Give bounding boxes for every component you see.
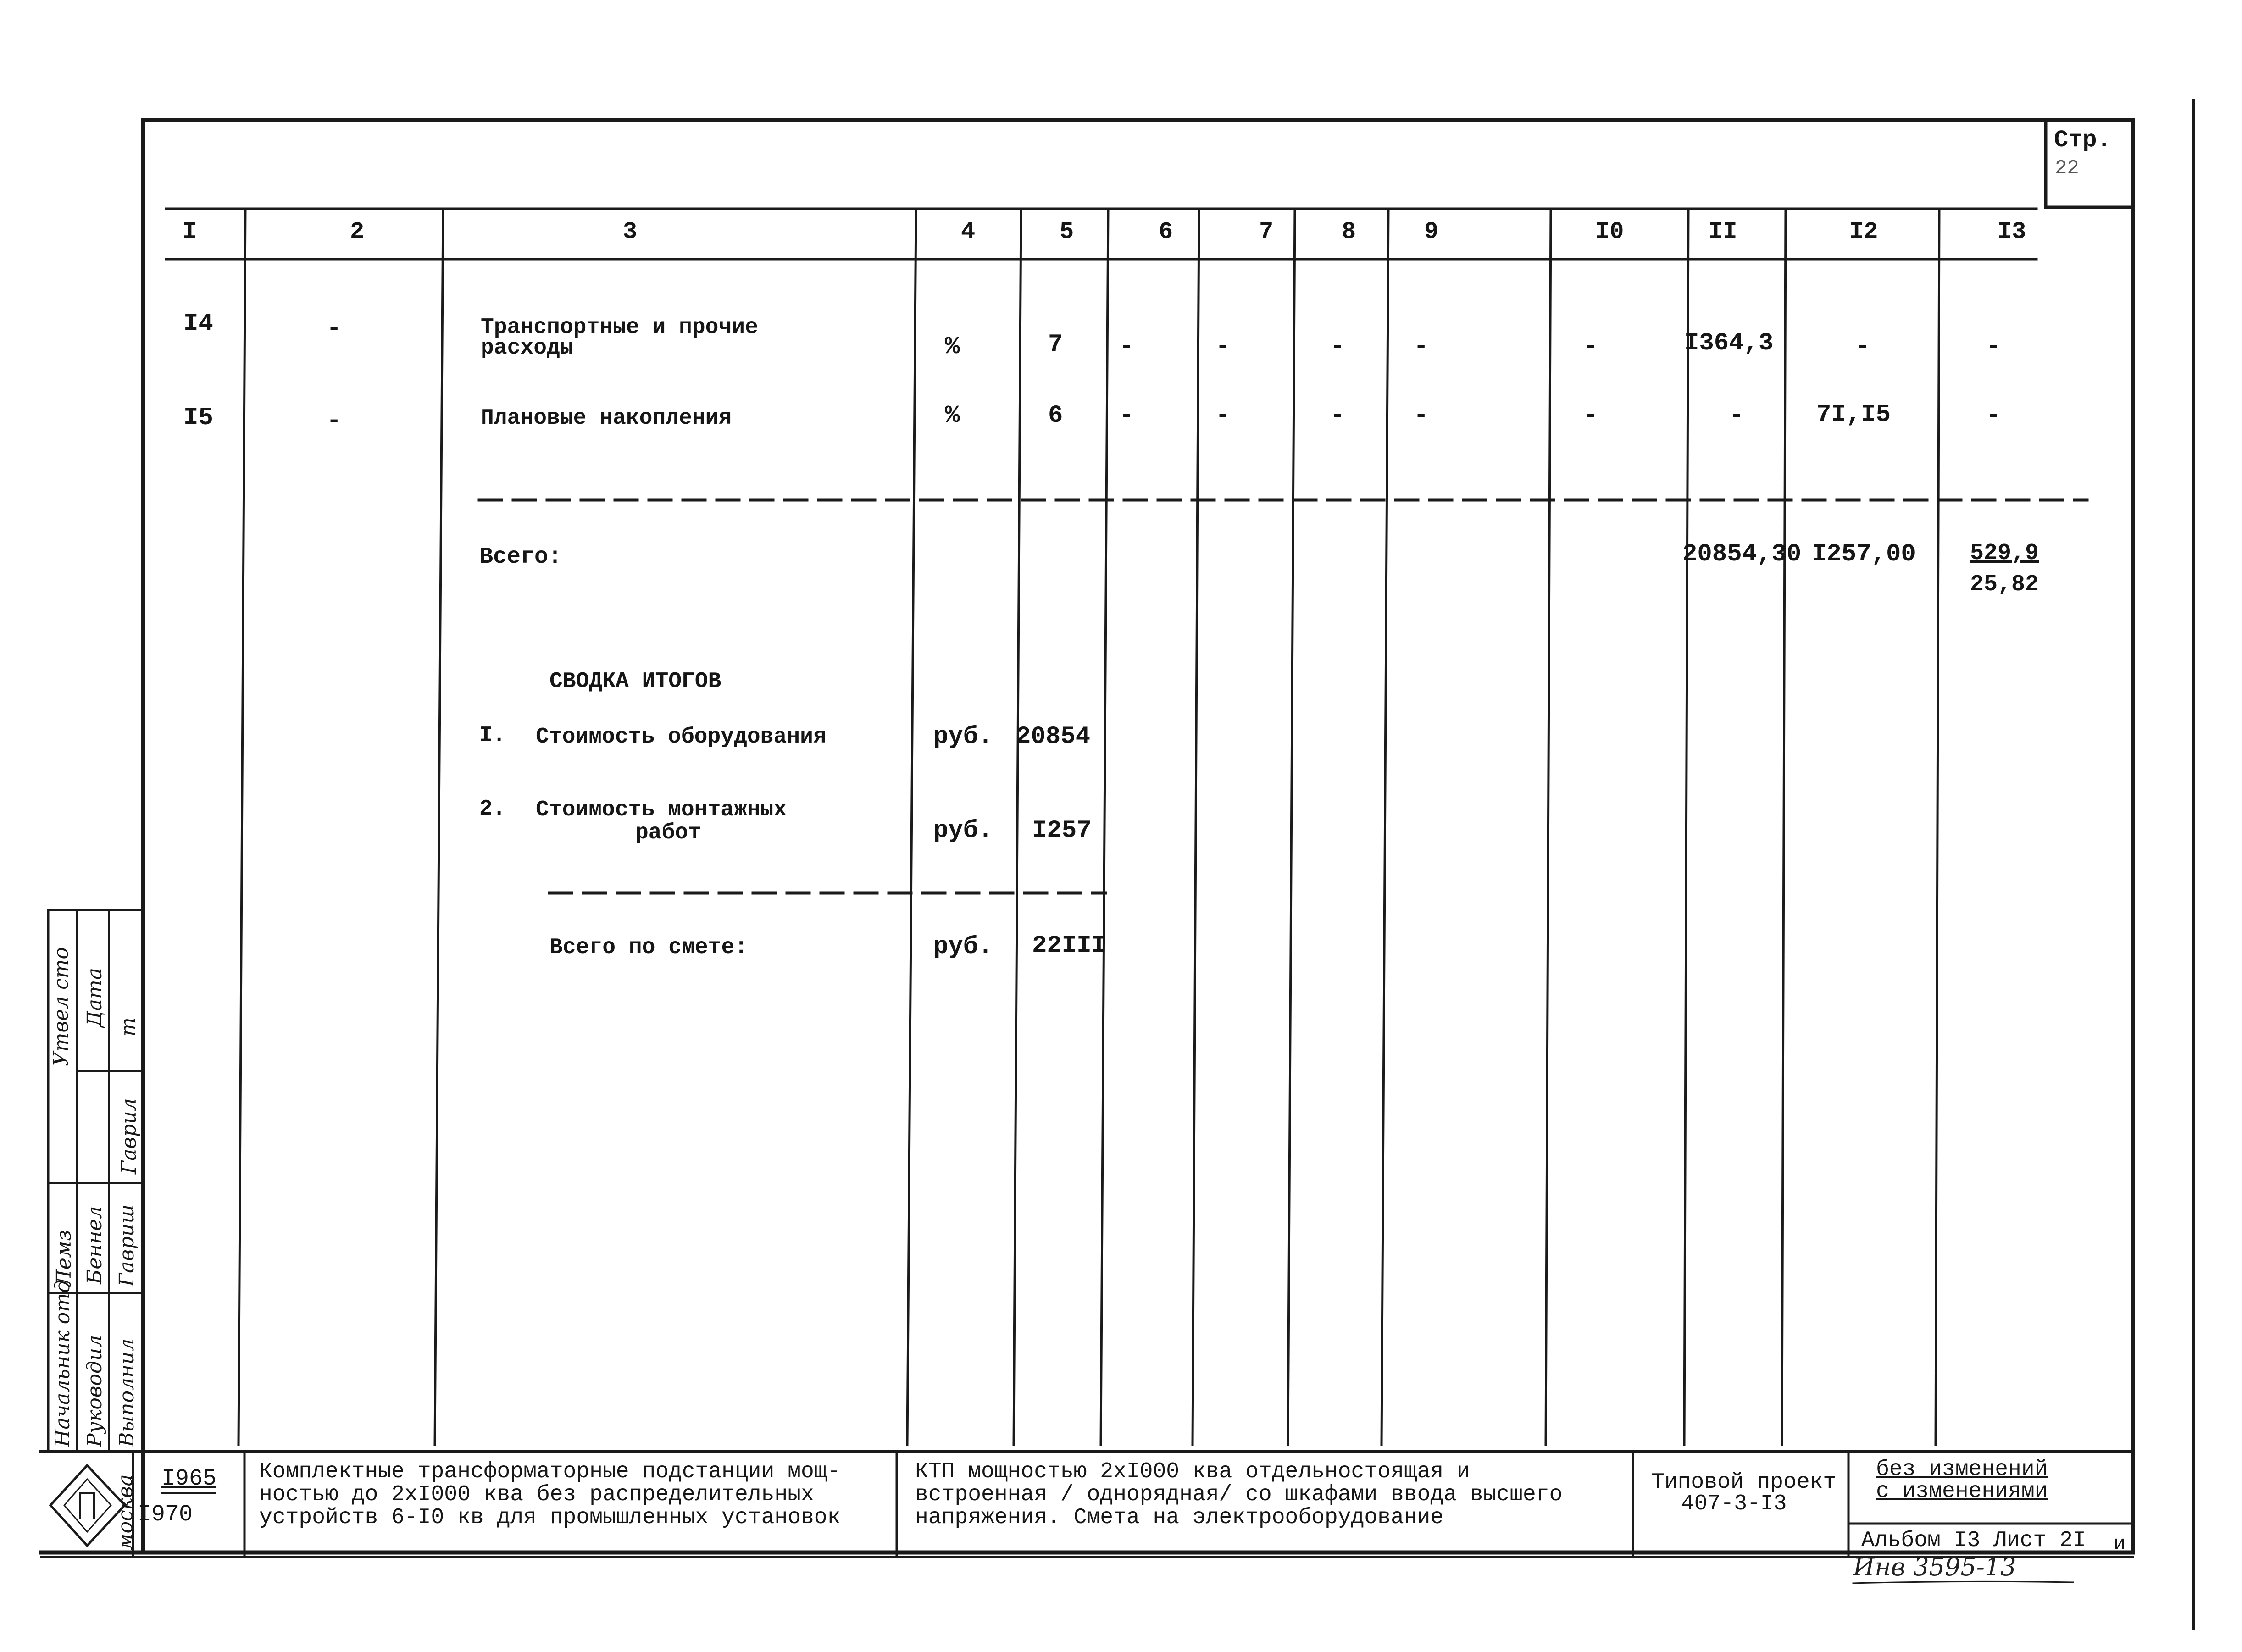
column-header-11: II — [1709, 218, 1737, 245]
row-quantity: 6 — [1048, 402, 1063, 430]
signature-performer: Гавриш — [115, 1204, 139, 1286]
org-city: москва — [114, 1474, 137, 1550]
row-name-line1: Плановые накопления — [481, 406, 732, 431]
column-header-4: 4 — [961, 218, 976, 245]
role-supervisor: Руководил — [83, 1335, 106, 1447]
row-unit: % — [945, 333, 960, 361]
signature-supervisor: Беннел — [83, 1206, 106, 1284]
row-col8: - — [1330, 333, 1345, 361]
row-unit: % — [945, 402, 960, 430]
row-col7: - — [1215, 333, 1231, 361]
project-label: Типовой проект — [1651, 1470, 1837, 1495]
total-label: Всего: — [479, 544, 562, 570]
row-name-line2: расходы — [481, 336, 573, 360]
column-header-5: 5 — [1060, 218, 1074, 245]
summary-item-unit: руб. — [933, 817, 993, 845]
column-header-1: I — [183, 218, 197, 245]
year-top: I965 — [161, 1466, 217, 1492]
row-col9: - — [1414, 402, 1429, 430]
row-col10: - — [1583, 333, 1598, 361]
page-number-value: 22 — [2055, 157, 2079, 180]
signature-head: Лемз — [52, 1230, 76, 1286]
row-col13: - — [1986, 402, 2001, 430]
row-number: I4 — [183, 310, 213, 338]
column-header-8: 8 — [1342, 218, 1356, 245]
total-col12: I257,00 — [1812, 540, 1916, 568]
column-header-7: 7 — [1259, 218, 1274, 245]
total-col13-bottom: 25,82 — [1970, 571, 2039, 598]
row-col6: - — [1119, 402, 1134, 430]
row-quantity: 7 — [1048, 331, 1063, 359]
approved-label: Утвел сто — [50, 947, 73, 1066]
description-line1: Комплектные трансформаторные подстанции мощ- — [259, 1459, 841, 1484]
total-col13-top: 529,9 — [1970, 540, 2039, 566]
row-col11: - — [1729, 402, 1744, 430]
column-header-10: I0 — [1595, 218, 1624, 245]
column-header-3: 3 — [623, 218, 638, 245]
row-name-line1: Транспортные и прочие — [481, 315, 758, 340]
row-code: - — [327, 315, 342, 343]
summary-item-label: Стоимость монтажных — [536, 798, 787, 822]
description-line2: ностью до 2хI000 ква без распределительных — [259, 1482, 814, 1507]
summary-item-number: I. — [479, 723, 506, 748]
row-col9: - — [1414, 333, 1429, 361]
inventory-number: Инв 3595-13 — [1853, 1552, 2016, 1581]
row-code: - — [327, 407, 342, 435]
grand-total-unit: руб. — [933, 933, 993, 961]
column-header-13: I3 — [1998, 218, 2026, 245]
album-sheet: Альбом I3 Лист 2I — [1861, 1528, 2086, 1553]
summary-item-value: 20854 — [1016, 723, 1091, 751]
summary-item-label-line2: работ — [635, 820, 702, 845]
sheet-description-line1: КТП мощностью 2хI000 ква отдельностоящая и — [915, 1459, 1470, 1484]
row-col10: - — [1583, 402, 1598, 430]
row-col7: - — [1215, 402, 1231, 430]
total-col11: 20854,30 — [1682, 540, 1802, 568]
sheet-description-line2: встроенная / однорядная/ со шкафами ввода высшего — [915, 1482, 1563, 1507]
year-bottom: I970 — [138, 1502, 193, 1528]
column-header-6: 6 — [1159, 218, 1173, 245]
sheet-description-line3: напряжения. Смета на электрооборудование — [915, 1505, 1444, 1530]
column-header-9: 9 — [1424, 218, 1439, 245]
column-header-2: 2 — [350, 218, 365, 245]
role-performer: Выполнил — [115, 1338, 139, 1447]
description-line3: устройств 6-I0 кв для промышленных установок — [259, 1505, 841, 1530]
summary-item-value: I257 — [1032, 817, 1092, 845]
row-col12: - — [1855, 333, 1870, 361]
date-label: Дата — [83, 968, 106, 1027]
summary-item-number: 2. — [479, 797, 506, 821]
grand-total-label: Всего по смете: — [549, 935, 748, 960]
summary-title: СВОДКА ИТОГОВ — [549, 669, 721, 694]
row-col11: I364,3 — [1684, 329, 1774, 357]
grand-total-value: 22III — [1032, 932, 1107, 960]
summary-item-label: Стоимость оборудования — [536, 725, 827, 749]
status-unchanged: без изменений — [1876, 1457, 2048, 1482]
row-col12: 7I,I5 — [1816, 401, 1891, 429]
page-number-label: Стр. — [2054, 127, 2111, 154]
row-col13: - — [1986, 333, 2001, 361]
row-number: I5 — [183, 404, 213, 432]
album-suffix: и — [2114, 1533, 2126, 1556]
role-head-of-department: Начальник отд — [51, 1280, 74, 1447]
project-number: 407-3-I3 — [1681, 1491, 1787, 1516]
summary-item-unit: руб. — [933, 723, 993, 751]
row-col8: - — [1330, 402, 1345, 430]
status-changed: с изменениями — [1876, 1479, 2048, 1504]
signature-top: Гаврил — [117, 1098, 141, 1174]
date-sub-label: т — [117, 1017, 140, 1037]
row-col6: - — [1119, 333, 1134, 361]
column-header-12: I2 — [1849, 218, 1878, 245]
